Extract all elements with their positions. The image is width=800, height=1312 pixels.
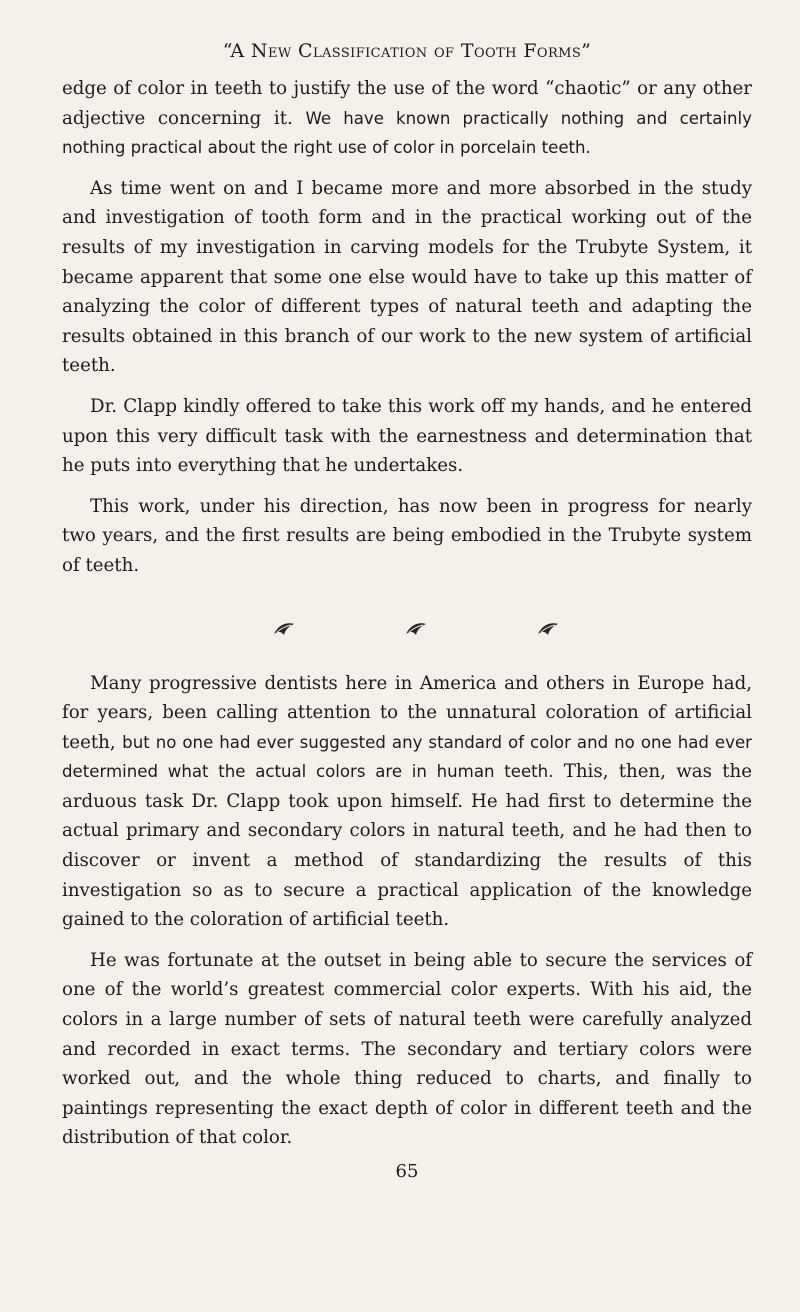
leaf-fleuron-icon [273,621,295,635]
text-run: This, then, was the arduous task Dr. Clapp took upon himself. He had first to determine the actual primary and secondary colors in natural teeth, and he had then to discover or invent a method of standardizing the results of this investigation so as to secure a practical application of the knowledge gained to the coloration of artificial teeth. [62,761,752,931]
paragraph [62,74,752,163]
leaf-fleuron-icon [537,621,559,635]
paragraph [62,669,752,935]
text-block-bottom [62,669,752,1154]
text-block-top [62,74,752,581]
text-run: As time went on and I became more and more absorbed in the study and investigation of tooth form and in the practical working out of the results of my investigation in carving models for the Trubyte System, it became apparent that some one else would have to take up this matter of analyzing the color of different types of natural teeth and adapting the results obtained in this branch of our work to the new system of artificial teeth. [62,177,752,377]
text-run: He was fortunate at the outset in being able to secure the services of one of the world’s greatest commercial color experts. With his aid, the colors in a large number of sets of natural teeth were carefully analyzed and recorded in exact terms. The secondary and tertiary colors were worked out, and the whole thing reduced to charts, and finally to paintings representing the exact depth of color in different teeth and the distribution of that color. [62,949,752,1149]
page-number: 65 [395,1161,419,1182]
paragraph [62,174,752,381]
emphasis-run: but no one had ever suggested any standard of color and no one had ever determined what the actual colors are in human teeth. [62,732,752,782]
section-break [62,621,752,635]
paragraph [62,492,752,581]
text-run: Dr. Clapp kindly offered to take this work off my hands, and he entered upon this very difficult task with the earnestness and determination that he puts into everything that he undertakes. [62,395,752,477]
paragraph [62,946,752,1153]
emphasis-run: We have known practically nothing and certainly nothing practical about the right use of color in porcelain teeth. [62,108,752,158]
leaf-fleuron-icon [405,621,427,635]
book-page [62,30,752,1182]
text-run: Many progressive dentists here in America and others in Europe had, for years, been calling attention to the unnatural coloration of artificial teeth, [62,672,752,753]
running-head: “A New Classification of Tooth Forms” [222,40,592,62]
text-run: edge of color in teeth to justify the use of the word “chaotic” or any other adjective concerning it. [62,78,752,129]
text-run: This work, under his direction, has now been in progress for nearly two years, and the first results are being embodied in the Trubyte system of teeth. [62,495,752,576]
paragraph [62,392,752,481]
